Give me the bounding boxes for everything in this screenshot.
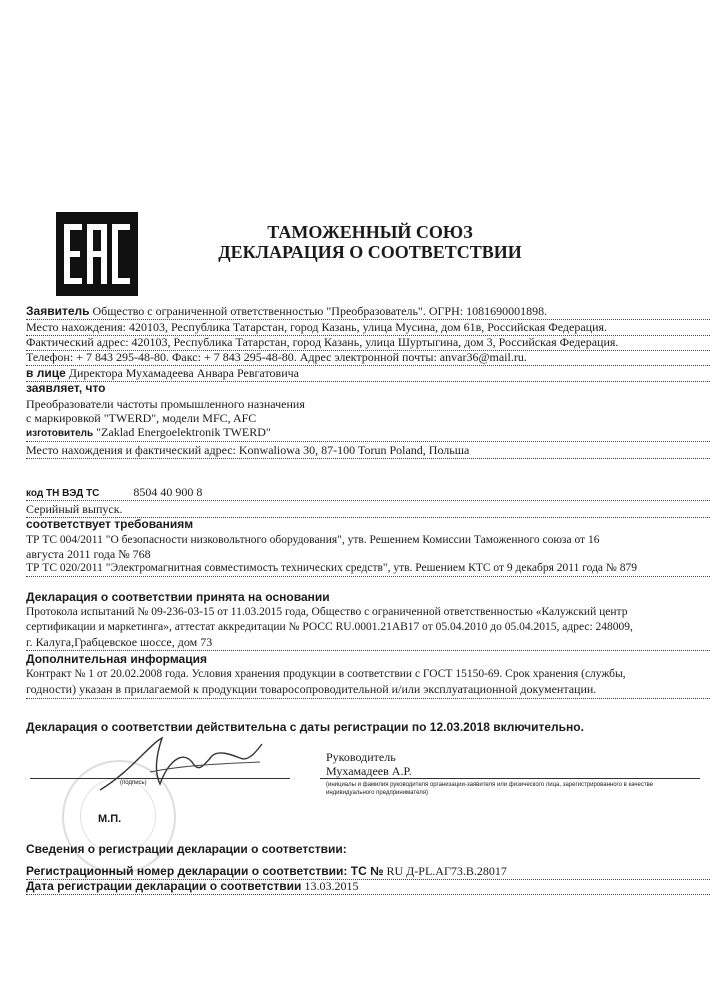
registration-number-value: RU Д-PL.АГ73.В.28017 (386, 864, 507, 878)
applicant-phone: Телефон: + 7 843 295-48-80. Факс: + 7 843 295-48-80. Адрес электронной почты: anvar36@mail.ru. (26, 350, 527, 364)
tnved-label: код ТН ВЭД ТС (26, 488, 100, 499)
registration-heading: Сведения о регистрации декларации о соответствии: (26, 842, 347, 856)
divider (26, 441, 710, 442)
basis-line1: Протокола испытаний № 09-236-03-15 от 11.03.2015 года, Общество с ограниченной ответственностью «Калужский центр (26, 606, 628, 618)
manufacturer-row (26, 425, 271, 441)
registration-date-label: Дата регистрации декларации о соответствии (26, 879, 302, 893)
signer-name: Мухамадеев А.Р. (326, 764, 412, 778)
registration-date-row (26, 879, 358, 894)
product-line1: Преобразователи частоты промышленного назначения (26, 397, 305, 411)
requirements-line2: августа 2011 года № 768 (26, 547, 151, 561)
header-union: ТАМОЖЕННЫЙ СОЮЗ (267, 222, 473, 242)
basis-line2: сертификации и маркетинга», аттестат аккредитации № РОСС RU.0001.21АВ17 от 05.04.2010 до 05.04.2015, адрес: 248009, (26, 621, 633, 633)
requirements-line1: ТР ТС 004/2011 "О безопасности низковольтного оборудования", утв. Решением Комиссии Таможенного союза от 16 (26, 534, 600, 546)
eac-mark-icon (56, 212, 138, 296)
divider (26, 698, 710, 699)
product-line2: с маркировкой "TWERD", модели MFC, AFC (26, 411, 257, 425)
signature-line (30, 778, 290, 779)
tnved-row (26, 485, 202, 501)
header-declaration: ДЕКЛАРАЦИЯ О СООТВЕТСТВИИ (218, 242, 522, 262)
signer-role: Руководитель (326, 750, 396, 764)
basis-line3: г. Калуга,Грабцевское шоссе, дом 73 (26, 635, 213, 649)
validity-text: Декларация о соответствии действительна с даты регистрации по 12.03.2018 включительно. (26, 720, 584, 734)
divider (26, 500, 710, 501)
requirements-label: соответствует требованиям (26, 517, 194, 531)
declares-label: заявляет, что (26, 381, 106, 395)
registration-number-row (26, 864, 507, 879)
person-label: в лице (26, 366, 66, 380)
tnved-value: 8504 40 900 8 (133, 485, 203, 499)
registration-number-label: Регистрационный номер декларации о соответствии: ТС № (26, 864, 384, 878)
person-value: Директора Мухамадеева Анвара Ревгатовича (68, 366, 299, 380)
name-caption-line2: индивидуального предпринимателя) (326, 790, 428, 796)
applicant-location: Место нахождения: 420103, Республика Татарстан, город Казань, улица Мусина, дом 61в, Российская Федерация. (26, 320, 608, 334)
requirements-line3: ТР ТС 020/2011 "Электромагнитная совместимость технических средств", утв. Решением КТС от 9 декабря 2011 года № 879 (26, 562, 637, 574)
basis-label: Декларация о соответствии принята на основании (26, 590, 330, 604)
applicant-label: Заявитель (26, 304, 90, 318)
name-caption-line1: (инициалы и фамилия руководителя организации-заявителя или физического лица, зарегистрированного в качестве (326, 782, 654, 788)
applicant-row (26, 304, 710, 319)
signature-scribble-icon (90, 732, 270, 802)
divider (26, 458, 710, 459)
name-line (320, 778, 700, 779)
additional-line2: годности) указан в прилагаемой к продукции товаросопроводительной и/или эксплуатационной документации. (26, 682, 597, 696)
divider (26, 576, 710, 577)
divider (26, 650, 710, 651)
additional-label: Дополнительная информация (26, 652, 207, 666)
additional-line1: Контракт № 1 от 20.02.2008 года. Условия хранения продукции в соответствии с ГОСТ 15150-69. Срок хранения (службы, (26, 668, 626, 680)
divider (26, 894, 710, 895)
applicant-person-row (26, 366, 299, 381)
signature-caption: (подпись) (120, 780, 147, 786)
eac-logo (56, 212, 138, 296)
stamp-label: М.П. (98, 813, 122, 825)
divider (26, 381, 710, 382)
manufacturer-address: Место нахождения и фактический адрес: Konwaliowa 30, 87-100 Torun Poland, Польша (26, 443, 470, 457)
applicant-actual-address: Фактический адрес: 420103, Республика Татарстан, город Казань, улица Шуртыгина, дом 3, Российская Федерация. (26, 335, 619, 349)
registration-date-value: 13.03.2015 (304, 879, 359, 893)
manufacturer-value: "Zaklad Energoelektronik TWERD" (96, 425, 271, 439)
applicant-value: Общество с ограниченной ответственностью "Преобразователь". ОГРН: 1081690001898. (92, 304, 548, 318)
serial-text: Серийный выпуск. (26, 502, 123, 516)
manufacturer-label: изготовитель (26, 428, 94, 439)
